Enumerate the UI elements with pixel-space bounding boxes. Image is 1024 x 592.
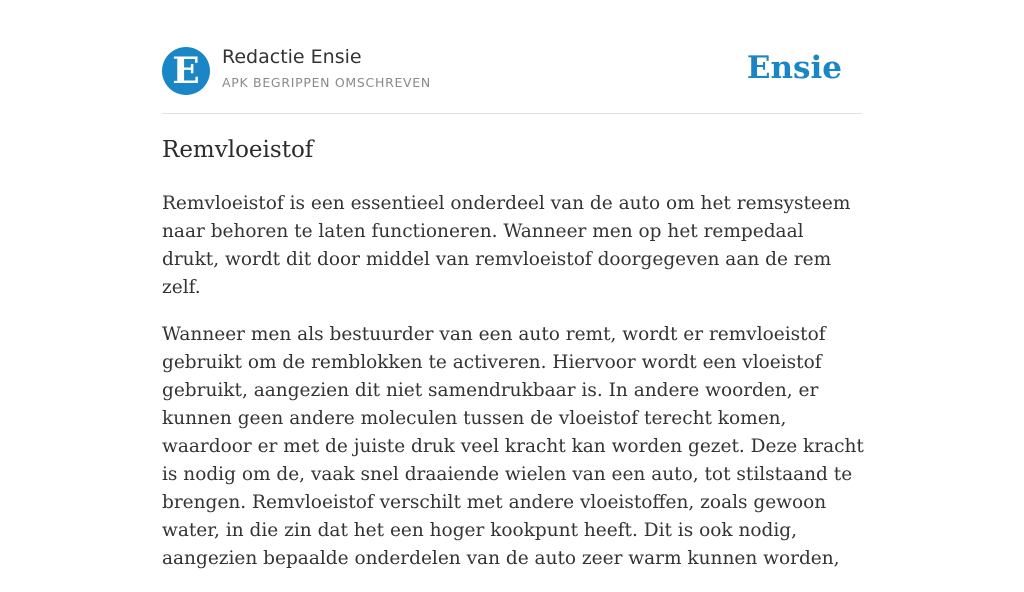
header-divider — [162, 113, 862, 114]
author-name-link[interactable]: Redactie Ensie — [222, 46, 362, 68]
article-paragraph: Remvloeistof is een essentieel onderdeel van de auto om het remsysteem naar behoren te laten functioneren. Wanneer men op het rempedaal drukt, wordt dit door middel van remvloeistof doorgegeven aan de rem zelf. — [162, 193, 851, 298]
article-paragraph: Wanneer men als bestuurder van een auto remt, wordt er remvloeistof gebruikt om de remblokken te activeren. Hiervoor wordt een vloeistof gebruikt, aangezien dit niet samendrukbaar is. In andere woorden, er kunnen geen andere moleculen tussen de vloeistof terecht komen, waardoor er met de juiste druk veel kracht kan worden gezet. Deze kracht is nodig om de, vaak snel draaiende wielen van een auto, tot stilstaand te brengen. Remvloeistof verschilt met andere vloeistoffen, zoals gewoon water, in die zin dat het een hoger kookpunt heeft. Dit is ook nodig, aangezien bepaalde onderdelen van de auto zeer warm kunnen worden, — [162, 324, 864, 569]
author-subtitle-link[interactable]: APK BEGRIPPEN OMSCHREVEN — [222, 75, 431, 90]
article-title: Remvloeistof — [162, 137, 314, 163]
article-body — [162, 190, 866, 592]
brand-logo[interactable]: Ensie — [746, 50, 842, 86]
article-header — [162, 46, 862, 96]
author-avatar[interactable]: E — [162, 47, 210, 95]
